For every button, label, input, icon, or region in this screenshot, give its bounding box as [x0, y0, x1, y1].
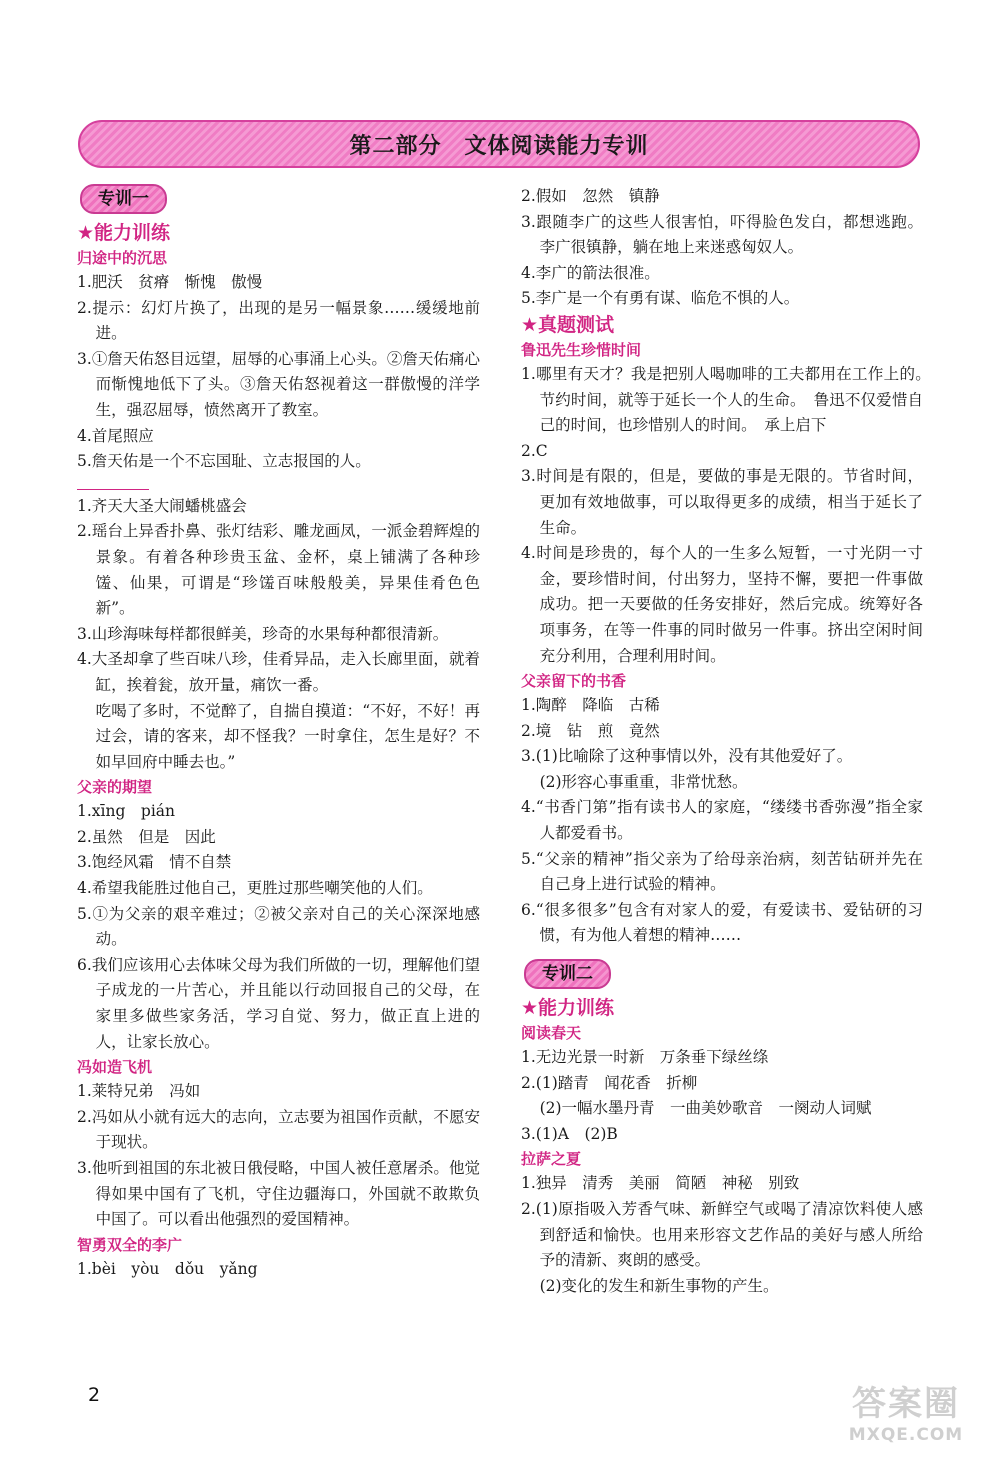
answer-item: 5.“父亲的精神”指父亲为了给母亲治病，刻苦钻研并先在自己身上进行试验的精神。 — [521, 849, 923, 894]
answer-item: 1.肥沃 贫瘠 惭愧 傲慢 — [77, 273, 263, 291]
subheading: 冯如造飞机 — [77, 1058, 153, 1077]
answer-item: 6.“很多很多”包含有对家人的爱，有爱读书、爱钻研的习惯，有为他人着想的精神…… — [521, 900, 923, 945]
right-column — [521, 184, 939, 1299]
answer-item: 4.李广的箭法很准。 — [521, 263, 660, 282]
answer-item: 1.独异 清秀 美丽 简陋 神秘 别致 — [521, 1174, 800, 1193]
answer-item: 2.(1)踏青 闻花香 折柳 — [521, 1073, 698, 1092]
answer-item: 2.C — [521, 441, 548, 460]
watermark-logo — [822, 1384, 990, 1458]
answer-item: 3.(1)比喻除了这种事情以外，没有其他爱好了。 — [521, 747, 853, 766]
left-column — [77, 184, 480, 1282]
answer-item: 6.我们应该用心去体味父母为我们所做的一切，理解他们望子成龙的一片苦心，并且能以行动回报自己的父母，在家里多做些家务活，学习自觉、努力，做正直上进的人，让家长放心。 — [77, 955, 480, 1051]
subheading: 归途中的沉思 — [77, 249, 168, 267]
answer-continuation: (2)变化的发生和新生事物的产生。 — [539, 1276, 779, 1295]
subheading: 阅读春天 — [521, 1024, 582, 1043]
answer-item: 2.冯如从小就有远大的志向，立志要为祖国作贡献，不愿安于现状。 — [77, 1107, 480, 1152]
section-heading-text: 能力训练 — [538, 997, 615, 1020]
answer-item: 2.瑶台上异香扑鼻、张灯结彩、雕龙画凤，一派金碧辉煌的景象。有着各种珍贵玉盆、金杯，桌上铺满了各种珍馐、仙果，可谓是“珍馐百味般般美，异果佳肴色色新”。 — [77, 522, 480, 618]
section-heading-text: 能力训练 — [94, 222, 171, 244]
answer-item: 1.无边光景一时新 万条垂下绿丝绦 — [521, 1048, 769, 1067]
watermark-url: MXQE.COM — [848, 1425, 964, 1445]
answer-item: 1.齐天大圣大闹蟠桃盛会 — [77, 496, 247, 515]
subheading: 鲁迅先生珍惜时间 — [521, 340, 642, 359]
answer-item: 1.莱特兄弟 冯如 — [77, 1082, 201, 1101]
answer-item: 1.陶醉 降临 古稀 — [521, 696, 660, 715]
banner-title: 第二部分 文体阅读能力专训 — [349, 133, 649, 159]
answer-item: 5.詹天佑是一个不忘国耻、立志报国的人。 — [77, 452, 371, 471]
answer-continuation: (2)形容心事重重，非常忧愁。 — [539, 772, 748, 791]
subheading: 父亲的期望 — [77, 778, 153, 797]
section-heading-ability-2 — [521, 995, 923, 1021]
page-number: 2 — [88, 1384, 101, 1406]
answer-item: 2.提示：幻灯片换了，出现的是另一幅景象……缓缓地前进。 — [77, 298, 480, 343]
answer-item: 4.大圣却拿了些百味八珍，佳肴异品，走入长廊里面，就着缸，挨着瓮，放开量，痛饮一番。 — [77, 650, 480, 694]
star-icon: ★ — [521, 313, 539, 336]
answer-item: 3.时间是有限的，但是，要做的事是无限的。节省时间，更加有效地做事，可以取得更多的成绩，相当于延长了生命。 — [521, 467, 923, 537]
subheading: 智勇双全的李广 — [77, 1235, 183, 1254]
answer-item: 5.李广是一个有勇有谋、临危不惧的人。 — [521, 289, 800, 308]
answer-item: 2.境 钻 煎 竟然 — [521, 721, 660, 740]
subheading: 父亲留下的书香 — [521, 672, 627, 691]
answer-item: 4.希望我能胜过他自己，更胜过那些嘲笑他的人们。 — [77, 879, 433, 898]
topic-tag-1: 专训一 — [80, 184, 167, 214]
section-heading-real-test — [521, 312, 923, 338]
subheading: 拉萨之夏 — [521, 1150, 582, 1169]
section-heading-ability-1 — [77, 220, 480, 246]
answer-item: 2.虽然 但是 因此 — [77, 827, 216, 846]
answer-item: 3.跟随李广的这些人很害怕，吓得脸色发白，都想逃跑。李广很镇静，躺在地上来迷惑匈奴人。 — [521, 212, 923, 257]
star-icon: ★ — [77, 222, 95, 244]
answer-item: 3.他听到祖国的东北被日俄侵略，中国人被任意屠杀。他觉得如果中国有了飞机，守住边疆海口，外国就不敢欺负中国了。可以看出他强烈的爱国精神。 — [77, 1159, 480, 1229]
answer-item: 1.哪里有天才？我是把别人喝咖啡的工夫都用在工作上的。 节约时间，就等于延长一个人的生命。 鲁迅不仅爱惜自己的时间，也珍惜别人的时间。 承上启下 — [521, 364, 939, 435]
answer-item: 3.①詹天佑怒目远望，屈辱的心事涌上心头。②詹天佑痛心而惭愧地低下了头。③詹天佑怒视着这一群傲慢的洋学生，强忍屈辱，愤然离开了教室。 — [77, 349, 480, 419]
answer-item: 2.(1)原指吸入芳香气味、新鲜空气或喝了清凉饮料使人感到舒适和愉快。也用来形容文艺作品的美好与感人所给予的清新、爽朗的感受。 — [521, 1200, 923, 1270]
answer-item: 4.“书香门第”指有读书人的家庭，“缕缕书香弥漫”指全家人都爱看书。 — [521, 798, 923, 843]
star-icon: ★ — [521, 997, 539, 1020]
answer-item: 1.xīng pián — [77, 802, 175, 821]
topic-tag-2: 专训二 — [524, 959, 611, 989]
answer-item: 3.(1)A (2)B — [521, 1124, 618, 1143]
answer-continuation: 吃喝了多时，不觉醉了，自揣自摸道：“不好，不好！再过会，请的客来，却不怪我？一时拿住，怎生是好？不如早回府中睡去也。” — [95, 701, 480, 771]
answer-item: 3.饱经风霜 情不自禁 — [77, 853, 232, 872]
answer-item: 2.假如 忽然 镇静 — [521, 187, 660, 205]
answer-continuation: (2)一幅水墨丹青 一曲美妙歌音 一阕动人词赋 — [539, 1099, 872, 1118]
section-heading-text: 真题测试 — [538, 313, 615, 336]
answer-item: 5.①为父亲的艰辛难过；②被父亲对自己的关心深深地感动。 — [77, 904, 480, 949]
answer-item: 1.bèi yòu dǒu yǎng — [77, 1259, 258, 1278]
answer-item: 4.首尾照应 — [77, 426, 154, 445]
answer-item: 3.山珍海味每样都很鲜美，珍奇的水果每种都很清新。 — [77, 624, 449, 643]
divider — [77, 489, 149, 490]
answer-item: 4.时间是珍贵的，每个人的一生多么短暂，一寸光阴一寸金，要珍惜时间，付出努力，坚持不懈，要把一件事做成功。把一天要做的任务安排好，然后完成。统筹好各项事务，在等一件事的同时做另一件事。挤出空闲时间充分利用，合理利用时间。 — [521, 544, 923, 665]
part-banner — [78, 120, 920, 168]
watermark-title: 答案圈 — [852, 1384, 960, 1424]
